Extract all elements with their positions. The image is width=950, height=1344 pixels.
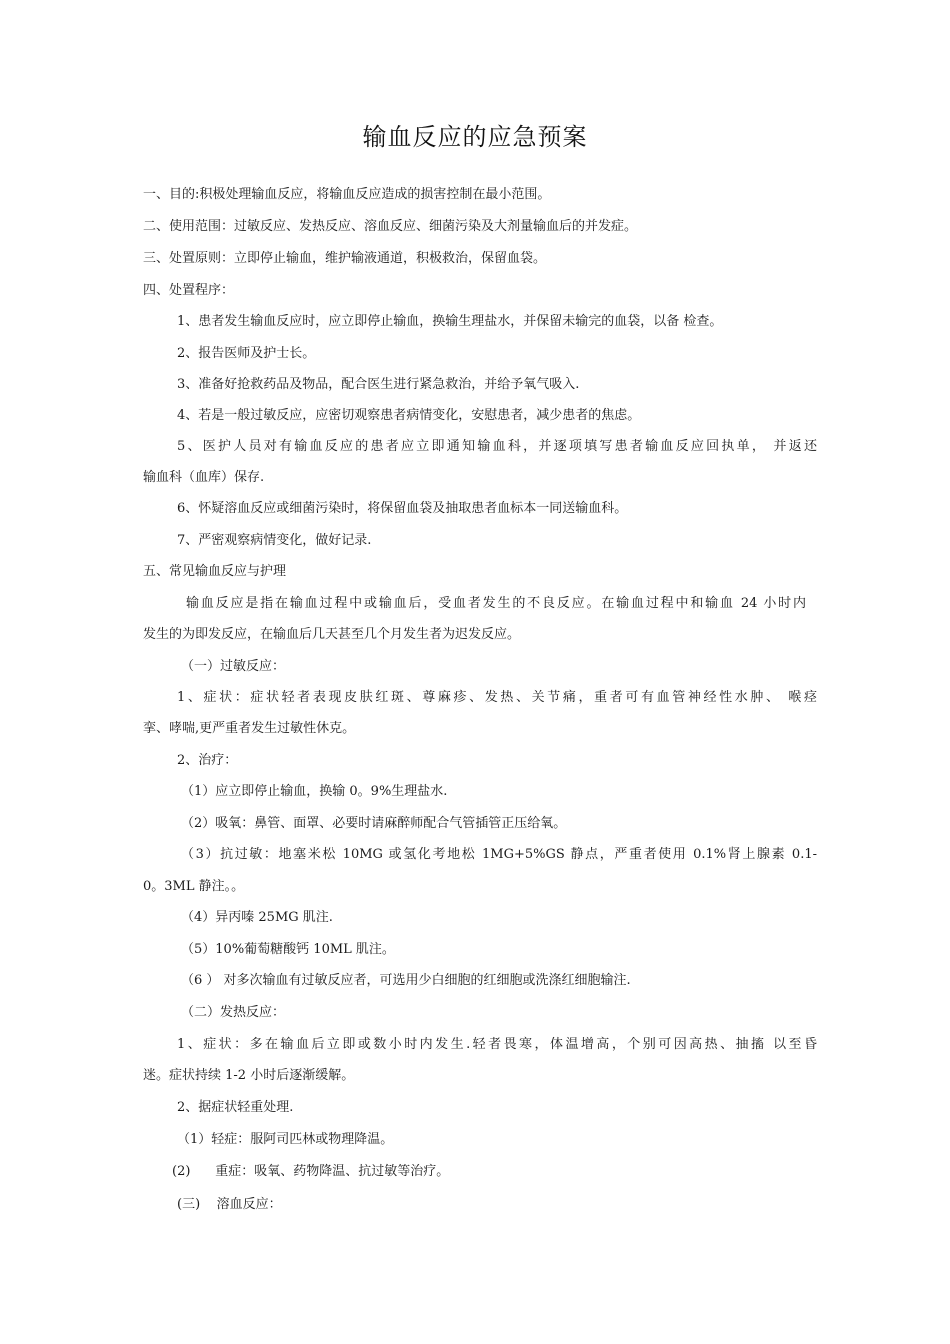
text-line: （1）轻症：服阿司匹林或物理降温。 [177, 1132, 394, 1147]
text-line: 挛、哮喘,更严重者发生过敏性休克。 [143, 721, 356, 736]
text-line: 输血科（血库）保存. [143, 470, 265, 485]
text-line: 五、常见输血反应与护理 [143, 564, 287, 579]
text-line: （3）抗过敏：地塞米松 10MG 或氢化考地松 1MG+5%GS 静点，严重者使用 0.1%肾上腺素 0.1- [181, 847, 817, 862]
text-line: 1、症状：多在输血后立即或数小时内发生.轻者畏寒，体温增高，个别可因高热、抽搐 以至昏 [177, 1037, 817, 1052]
text-line: （二）发热反应： [181, 1005, 286, 1020]
text-line: 迷。症状持续 1-2 小时后逐渐缓解。 [143, 1068, 355, 1083]
text-line: 5、医护人员对有输血反应的患者应立即通知输血科，并逐项填写患者输血反应回执单， 并返还 [177, 439, 817, 454]
text-line: 一、目的:积极处理输血反应，将输血反应造成的损害控制在最小范围。 [143, 187, 551, 202]
text-line: （2）吸氧：鼻管、面罩、必要时请麻醉师配合气管插管正压给氧。 [181, 816, 567, 831]
text-line: （6 ） 对多次输血有过敏反应者，可选用少白细胞的红细胞或洗涤红细胞输注. [181, 973, 631, 988]
text-line: 发生的为即发反应，在输血后几天甚至几个月发生者为迟发反应。 [143, 627, 521, 642]
text-line: 6、怀疑溶血反应或细菌污染时，将保留血袋及抽取患者血标本一同送输血科。 [177, 501, 628, 516]
text-line: （5）10%葡萄糖酸钙 10ML 肌注。 [181, 942, 395, 957]
text-line: 4、若是一般过敏反应，应密切观察患者病情变化，安慰患者，减少患者的焦虑。 [177, 408, 641, 423]
text-line: 3、准备好抢救药品及物品，配合医生进行紧急救治，并给予氧气吸入. [177, 377, 580, 392]
document-title: 输血反应的应急预案 [362, 123, 588, 151]
text-line: 二、使用范围：过敏反应、发热反应、溶血反应、细菌污染及大剂量输血后的并发症。 [143, 219, 638, 234]
text-line: （1）应立即停止输血，换输 0。9%生理盐水. [181, 784, 448, 799]
text-line: 2、治疗： [177, 753, 238, 768]
text-line: 1、症状：症状轻者表现皮肤红斑、尊麻疹、发热、关节痛，重者可有血管神经性水肿、 喉痉 [177, 690, 817, 705]
text-line: 输血反应是指在输血过程中或输血后，受血者发生的不良反应。在输血过程中和输血 24 小时内 [186, 596, 806, 611]
text-line: 1、患者发生输血反应时，应立即停止输血，换输生理盐水，并保留未输完的血袋，以备 检查。 [177, 314, 723, 329]
text-line: （4）异丙嗪 25MG 肌注. [181, 910, 333, 925]
text-line: (2) 重症：吸氧、药物降温、抗过敏等治疗。 [172, 1164, 450, 1179]
text-line: 2、报告医师及护士长。 [177, 346, 316, 361]
text-line: 三、处置原则：立即停止输血，维护输液通道，积极救治，保留血袋。 [143, 251, 547, 266]
text-line: （一）过敏反应： [181, 659, 286, 674]
text-line: 0。3ML 静注。。 [143, 879, 245, 894]
text-line: 2、据症状轻重处理. [177, 1100, 294, 1115]
text-line: 四、处置程序： [143, 283, 235, 298]
text-line: 7、严密观察病情变化，做好记录. [177, 533, 372, 548]
text-line: (三) 溶血反应： [177, 1197, 282, 1212]
